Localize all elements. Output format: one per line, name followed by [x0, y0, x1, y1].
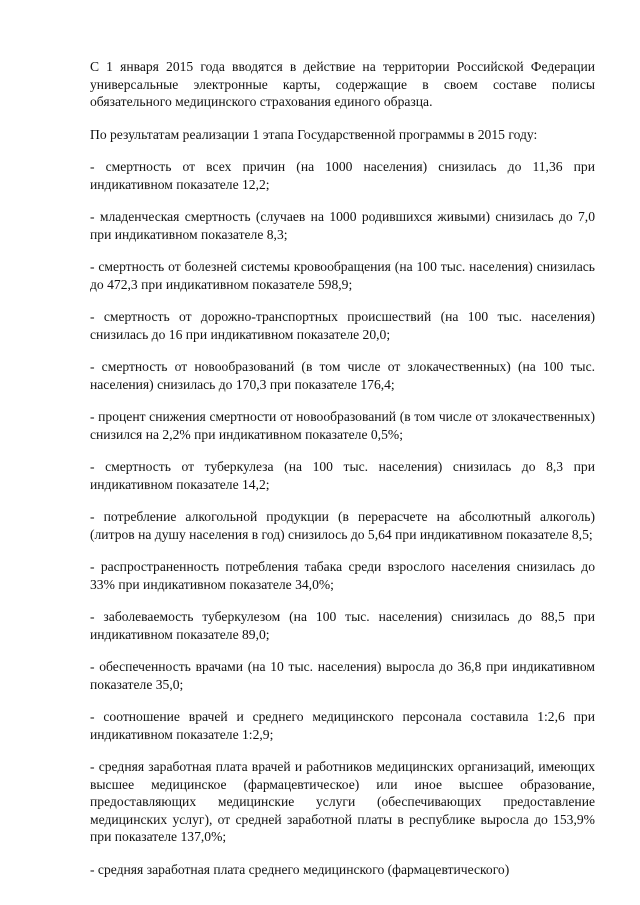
- list-item-tuberculosis-mortality: - смертность от туберкулеза (на 100 тыс. населения) снизилась до 8,3 при индикативном показателе 14,2;: [90, 459, 595, 492]
- list-item-neoplasm-mortality: - смертность от новообразований (в том числе от злокачественных) (на 100 тыс. населения) снизилась до 170,3 при показателе 176,4;: [90, 359, 595, 392]
- paragraph-results-heading: По результатам реализации 1 этапа Государственной программы в 2015 году:: [90, 126, 538, 142]
- list-item-road-accident-mortality: - смертность от дорожно-транспортных происшествий (на 100 тыс. населения) снизилась до 16 при индикативном показателе 20,0;: [90, 309, 595, 342]
- paragraph-intro: С 1 января 2015 года вводятся в действие на территории Российской Федерации универсальные электронные карты, содержащие в своем составе полисы обязательного медицинского страхования единого образца.: [90, 59, 595, 109]
- list-item-doctor-nurse-ratio: - соотношение врачей и среднего медицинского персонала составила 1:2,6 при индикативном показателе 1:2,9;: [90, 709, 595, 742]
- list-item-physician-availability: - обеспеченность врачами (на 10 тыс. населения) выросла до 36,8 при индикативном показателе 35,0;: [90, 659, 595, 692]
- list-item-neoplasm-mortality-reduction: - процент снижения смертности от новообразований (в том числе от злокачественных) снизился на 2,2% при индикативном показателе 0,5%;: [90, 409, 595, 442]
- list-item-tuberculosis-incidence: - заболеваемость туберкулезом (на 100 тыс. населения) снизилась до 88,5 при индикативном показателе 89,0;: [90, 609, 595, 642]
- list-item-tobacco-prevalence: - распространенность потребления табака среди взрослого населения снизилась до 33% при индикативном показателе 34,0%;: [90, 559, 595, 592]
- list-item-mortality-all-causes: - смертность от всех причин (на 1000 населения) снизилась до 11,36 при индикативном показателе 12,2;: [90, 159, 595, 192]
- list-item-alcohol-consumption: - потребление алкогольной продукции (в перерасчете на абсолютный алкоголь) (литров на душу населения в год) снизилось до 5,64 при индикативном показателе 8,5;: [90, 509, 595, 542]
- list-item-infant-mortality: - младенческая смертность (случаев на 1000 родившихся живыми) снизилась до 7,0 при индикативном показателе 8,3;: [90, 209, 595, 242]
- document-page: [90, 58, 595, 893]
- list-item-doctor-salary: - средняя заработная плата врачей и работников медицинских организаций, имеющих высшее медицинское (фармацевтическое) или иное высшее образование, предоставляющих медицинские услуги (обеспечивающих предоставление медицинских услуг), от средней заработной платы в республике выросла до 153,9% при показателе 137,0%;: [90, 759, 595, 844]
- list-item-circulatory-mortality: - смертность от болезней системы кровообращения (на 100 тыс. населения) снизилась до 472,3 при индикативном показателе 598,9;: [90, 259, 595, 292]
- list-item-nurse-salary: - средняя заработная плата среднего медицинского (фармацевтического): [90, 861, 510, 877]
